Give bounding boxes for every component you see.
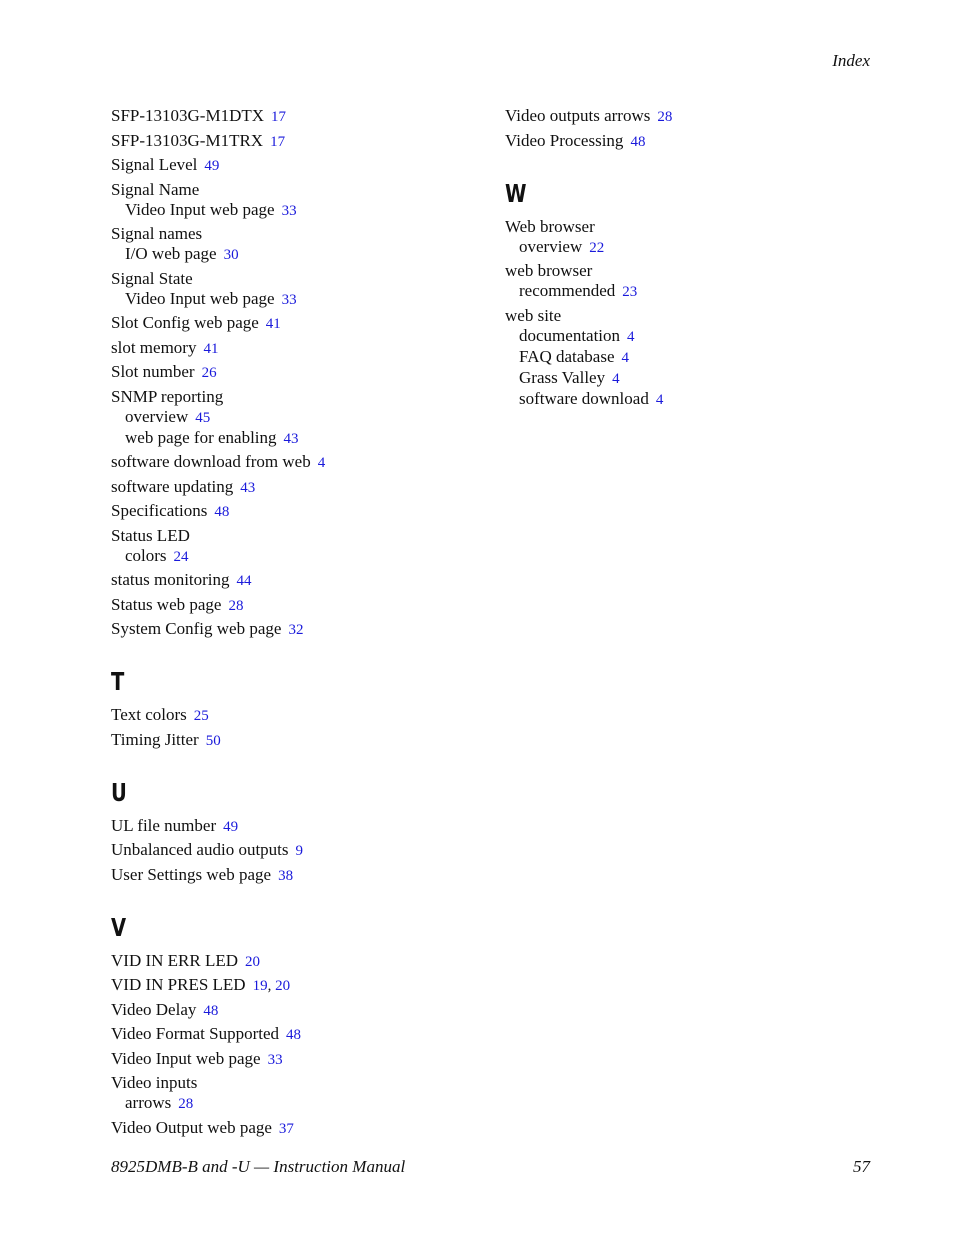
page-header-title: Index: [832, 51, 870, 70]
index-entry-line: [111, 816, 471, 837]
index-section-letter: U: [111, 777, 127, 807]
index-entry: [111, 338, 471, 359]
index-subentry: [505, 389, 865, 410]
index-entry: [505, 131, 865, 152]
index-entry: [111, 313, 471, 334]
index-column-right: [505, 106, 865, 413]
page-link[interactable]: 48: [630, 133, 646, 150]
page-link[interactable]: 33: [281, 291, 297, 308]
page-link[interactable]: 45: [195, 409, 211, 426]
page-link[interactable]: 17: [270, 133, 286, 150]
index-entry-line: [111, 1118, 471, 1139]
page-link[interactable]: 48: [203, 1002, 219, 1019]
page-link[interactable]: 28: [657, 109, 673, 125]
index-subterm: overview: [125, 406, 189, 426]
index-entry-line: [111, 269, 471, 289]
index-entry-line: [505, 217, 865, 237]
index-entry: [111, 1073, 471, 1114]
index-term: VID IN PRES LED: [111, 975, 246, 994]
index-section-letter: W: [505, 178, 527, 208]
index-term: User Settings web page: [111, 864, 272, 884]
page-link[interactable]: 49: [223, 818, 239, 835]
page-link[interactable]: 28: [228, 597, 244, 614]
index-term: web site: [505, 305, 562, 325]
index-term: Video Processing: [505, 130, 624, 150]
index-subterm: documentation: [519, 325, 621, 345]
index-entry: [111, 106, 471, 127]
index-entry-line: [111, 1000, 471, 1021]
index-subentry: [505, 368, 865, 389]
index-term: Timing Jitter: [111, 729, 199, 749]
page-link[interactable]: 32: [288, 622, 304, 638]
index-entry: [111, 865, 471, 886]
page-link[interactable]: 49: [204, 158, 220, 174]
index-entry: [111, 387, 471, 449]
index-entry-line: [111, 338, 471, 359]
page-link[interactable]: 37: [278, 1120, 294, 1137]
index-entry: [111, 705, 471, 726]
index-subterm: FAQ database: [519, 346, 615, 366]
index-entry: [111, 131, 471, 152]
index-term: Signal Name: [111, 179, 200, 199]
index-subterm: recommended: [519, 281, 616, 300]
index-term: Status web page: [111, 594, 222, 614]
index-entry: [505, 217, 865, 258]
index-term: Video Output web page: [111, 1117, 272, 1137]
index-subentry: [111, 244, 471, 265]
page-link[interactable]: 30: [223, 247, 239, 263]
index-term: SNMP reporting: [111, 386, 224, 406]
index-term: System Config web page: [111, 619, 282, 638]
index-entry-line: [505, 131, 865, 152]
index-entry-line: [111, 362, 471, 383]
index-term: Status LED: [111, 525, 190, 545]
index-subentry: [111, 1093, 471, 1114]
index-entry: [111, 816, 471, 837]
index-term: slot memory: [111, 337, 197, 357]
index-term: Slot Config web page: [111, 313, 259, 332]
index-subentry: [111, 546, 471, 567]
page-link[interactable]: 4: [627, 328, 635, 345]
index-entry-line: [505, 306, 865, 326]
index-term: Unbalanced audio outputs: [111, 840, 289, 859]
index-entry-line: [111, 313, 471, 334]
page-link[interactable]: 38: [278, 867, 294, 884]
page-link[interactable]: 4: [317, 455, 326, 471]
index-term: Video inputs: [111, 1073, 198, 1092]
index-entry-line: [505, 106, 865, 127]
index-entry: [111, 526, 471, 567]
page-link[interactable]: 41: [203, 340, 219, 357]
page-link[interactable]: 48: [214, 504, 230, 520]
index-subentry: [111, 407, 471, 428]
page-link[interactable]: 4: [655, 391, 664, 408]
page-link[interactable]: 20: [245, 953, 261, 970]
index-term: VID IN ERR LED: [111, 950, 239, 970]
index-entry: [111, 180, 471, 221]
index-entry: [111, 595, 471, 616]
footer-page-number: 57: [853, 1157, 870, 1176]
index-entry-line: [111, 180, 471, 200]
index-entry-line: [111, 730, 471, 751]
index-entry-line: [111, 131, 471, 152]
index-entry-line: [111, 155, 471, 176]
footer-manual-title: 8925DMB-B and -U — Instruction Manual: [111, 1157, 406, 1176]
index-entry: [111, 501, 471, 522]
index-term: Video Delay: [111, 999, 197, 1019]
index-entry: [505, 306, 865, 410]
index-subentry: [505, 281, 865, 302]
index-entry: [111, 362, 471, 383]
index-entry-line: [111, 865, 471, 886]
page-link[interactable]: 4: [621, 349, 630, 366]
index-subterm: Video Input web page: [125, 288, 275, 308]
index-entry: [505, 261, 865, 302]
index-column-left: [111, 106, 471, 1142]
index-entry-line: [111, 595, 471, 616]
index-subentry: [505, 347, 865, 368]
page-separator: ,: [267, 978, 276, 994]
page-link[interactable]: 50: [205, 732, 221, 749]
index-subterm: Grass Valley: [519, 367, 606, 387]
index-subterm: arrows: [125, 1093, 172, 1112]
page-link[interactable]: 43: [240, 479, 256, 496]
index-entry: [111, 1024, 471, 1045]
index-entry-line: [111, 705, 471, 726]
index-term: SFP-13103G-M1DTX: [111, 106, 265, 125]
index-entry-line: [111, 1049, 471, 1070]
page-link[interactable]: 20: [275, 978, 291, 994]
index-entry: [111, 951, 471, 972]
index-term: Specifications: [111, 501, 208, 520]
index-subterm: software download: [519, 388, 649, 408]
index-entry: [111, 1049, 471, 1070]
index-entry: [111, 619, 471, 640]
index-section-letter: T: [111, 667, 125, 696]
index-entry: [111, 730, 471, 751]
index-term: UL file number: [111, 815, 217, 835]
page-link[interactable]: 44: [236, 573, 252, 589]
page-link[interactable]: 9: [295, 843, 304, 859]
index-entry-line: [111, 501, 471, 522]
index-subentry: [111, 289, 471, 310]
index-entry-line: [111, 224, 471, 244]
page-link[interactable]: 23: [622, 284, 638, 300]
page-link[interactable]: 26: [201, 365, 217, 381]
index-subterm: Video Input web page: [125, 199, 275, 219]
index-entry-line: [505, 261, 865, 281]
index-term: status monitoring: [111, 570, 230, 589]
index-subentry: [111, 200, 471, 221]
index-entry-line: [111, 570, 471, 591]
index-term: Video Input web page: [111, 1048, 261, 1068]
index-entry-line: [111, 1024, 471, 1045]
index-section-letter: V: [111, 912, 127, 942]
index-term: web browser: [505, 261, 593, 280]
page-link[interactable]: 19: [252, 978, 268, 994]
index-term: SFP-13103G-M1TRX: [111, 130, 264, 150]
index-term: Video outputs arrows: [505, 106, 651, 125]
index-entry: [111, 1118, 471, 1139]
index-entry-line: [111, 975, 471, 996]
index-term: Signal names: [111, 224, 203, 243]
index-entry: [111, 224, 471, 265]
index-subentry: [505, 326, 865, 347]
index-term: Signal State: [111, 268, 193, 288]
index-subterm: colors: [125, 545, 167, 565]
page-link[interactable]: 22: [589, 239, 605, 256]
page-link[interactable]: 41: [265, 316, 281, 332]
index-entry: [111, 570, 471, 591]
index-term: software download from web: [111, 452, 311, 471]
index-subterm: I/O web page: [125, 244, 217, 263]
index-entry: [111, 452, 471, 473]
index-term: Slot number: [111, 362, 195, 381]
index-term: Text colors: [111, 705, 187, 724]
index-term: Video Format Supported: [111, 1024, 280, 1043]
index-entry: [111, 1000, 471, 1021]
index-subentry: [505, 237, 865, 258]
page-link[interactable]: 43: [283, 430, 299, 447]
index-entry-line: [111, 452, 471, 473]
page-link[interactable]: 24: [173, 548, 189, 565]
index-entry-line: [111, 526, 471, 546]
index-entry: [111, 840, 471, 861]
index-entry: [111, 155, 471, 176]
index-term: software updating: [111, 476, 234, 496]
page-link[interactable]: 17: [271, 109, 287, 125]
index-entry: [505, 106, 865, 127]
index-entry: [111, 477, 471, 498]
index-entry-line: [111, 477, 471, 498]
page-link[interactable]: 25: [193, 708, 209, 724]
index-entry: [111, 975, 471, 996]
index-entry-line: [111, 619, 471, 640]
index-term: Signal Level: [111, 155, 198, 174]
index-subterm: web page for enabling: [125, 427, 277, 447]
page-link[interactable]: 48: [286, 1027, 302, 1043]
index-subterm: overview: [519, 236, 583, 256]
index-subentry: [111, 428, 471, 449]
index-entry-line: [111, 1073, 471, 1093]
page-link[interactable]: 28: [178, 1096, 194, 1112]
index-term: Web browser: [505, 216, 595, 236]
index-entry-line: [111, 387, 471, 407]
index-entry: [111, 269, 471, 310]
index-entry-line: [111, 840, 471, 861]
page-link[interactable]: 33: [267, 1051, 283, 1068]
index-entry-line: [111, 951, 471, 972]
page-link[interactable]: 4: [612, 370, 620, 387]
page-link[interactable]: 33: [281, 202, 297, 219]
index-entry-line: [111, 106, 471, 127]
